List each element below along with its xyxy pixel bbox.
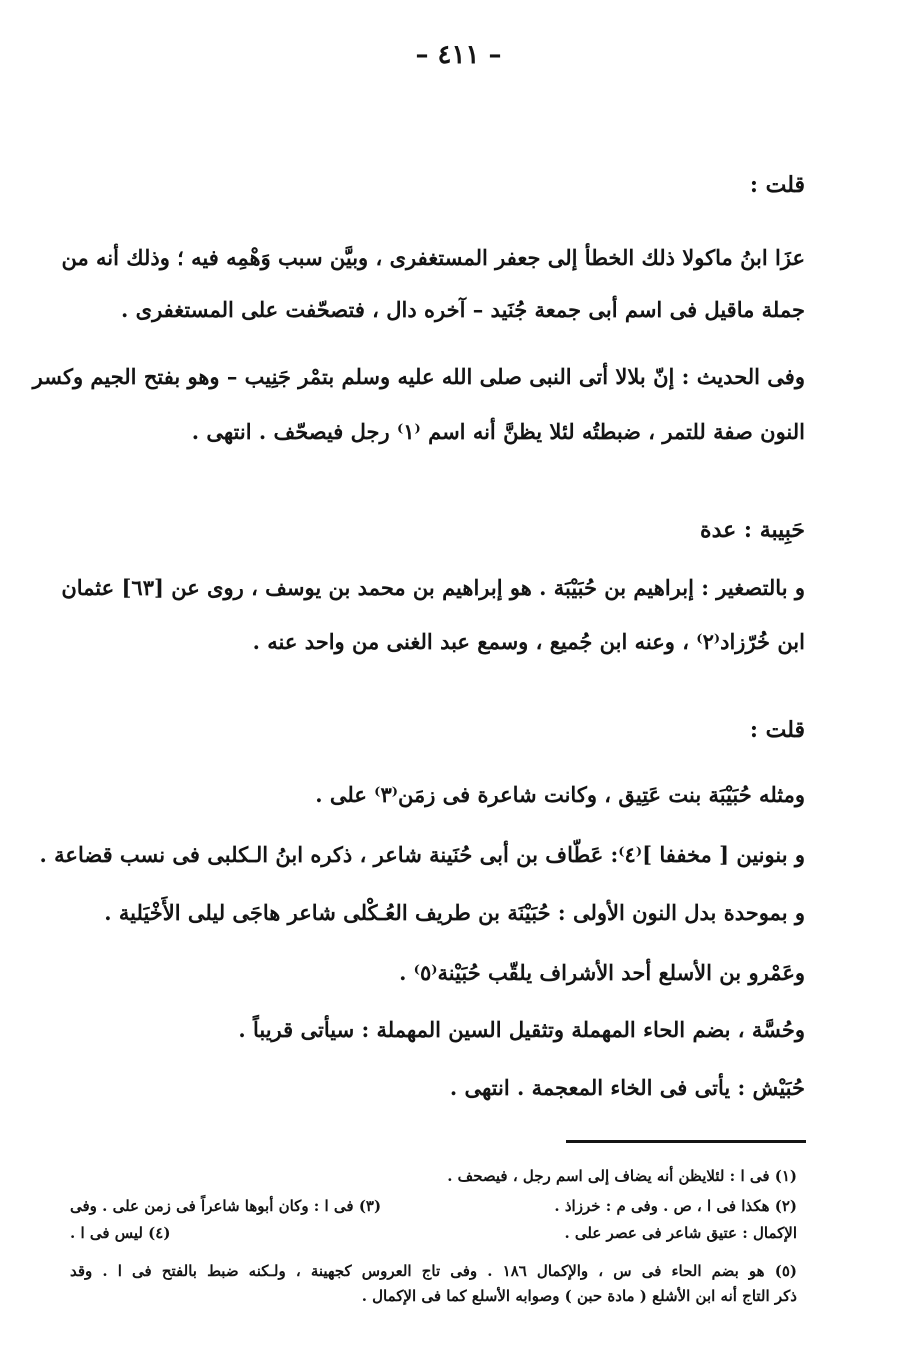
footnote-5-continued: ذكر التاج أنه ابن الأشلع ( مادة حبن ) وصوابه الأسلع كما فى الإكمال . bbox=[361, 1287, 797, 1305]
footnote-3-continued: الإكمال : عتيق شاعر فى عصر على . bbox=[564, 1224, 797, 1242]
paragraph-line: و بالتصغير : إبراهيم بن حُبَيْبَة . هو إبراهيم بن محمد بن يوسف ، روى عن [٦٣] عثمان bbox=[61, 575, 805, 600]
paragraph-line: وحُسَّة ، بضم الحاء المهملة وتثقيل السين المهملة : سيأتى قريباً . bbox=[238, 1017, 805, 1042]
paragraph-line: ومثله حُبَيْبَة بنت عَتِيق ، وكانت شاعرة فى زمَن⁽٣⁾ على . bbox=[315, 782, 805, 807]
section-heading-qult: قلت : bbox=[749, 172, 805, 198]
paragraph-line: حُبَيْش : يأتى فى الخاء المعجمة . انتهى . bbox=[449, 1075, 805, 1100]
section-heading-qult: قلت : bbox=[749, 717, 805, 743]
paragraph-line: جملة ماقيل فى اسم أبى جمعة جُنَيد – آخره دال ، فتصحّفت على المستغفرى . bbox=[121, 297, 805, 322]
footnote-row bbox=[70, 1220, 797, 1246]
footnote-separator bbox=[566, 1140, 806, 1143]
paragraph-line: النون صفة للتمر ، ضبطتُه لئلا يظنَّ أنه اسم ⁽١⁾ رجل فيصحّف . انتهى . bbox=[191, 419, 805, 444]
footnote-row bbox=[70, 1193, 797, 1219]
footnote-3: (٣) فى ا : وكان أبوها شاعراً فى زمن على . وفى bbox=[70, 1197, 382, 1215]
paragraph-line: وعَمْرو بن الأسلع أحد الأشراف يلقّب حُبَيْنة⁽٥⁾ . bbox=[399, 960, 805, 985]
paragraph-line: و بموحدة بدل النون الأولى : حُبَيْنَة بن طريف العُـكْلى شاعر هاجَى ليلى الأَخْيَلية . bbox=[104, 900, 805, 925]
footnote-5: (٥) هو بضم الحاء فى س ، والإكمال ١٨٦ . وفى تاج العروس كجهينة ، ولـكنه ضبط بالفتح فى ا . وقد bbox=[70, 1262, 797, 1280]
paragraph-line: ابن خُرّزاد⁽٢⁾ ، وعنه ابن جُميع ، وسمع عبد الغنى من واحد عنه . bbox=[252, 629, 805, 654]
entry-heading-habiba: حَبِيبة : عدة bbox=[700, 517, 805, 543]
paragraph-line: وفى الحديث : إنّ بلالا أتى النبى صلى الله عليه وسلم بتمْر جَنِيب – وهو بفتح الجيم وكسر bbox=[32, 364, 805, 389]
paragraph-line: و بنونين [ مخففا ]⁽٤⁾: عَطّاف بن أبى حُنَينة شاعر ، ذكره ابنُ الـكلبى فى نسب قضاعة . bbox=[39, 842, 805, 867]
page-number: – ٤١١ – bbox=[415, 40, 502, 70]
footnote-2: (٢) هكذا فى ا ، ص . وفى م : خرزاذ . bbox=[554, 1197, 797, 1215]
paragraph-line: عزَا ابنُ ماكولا ذلك الخطأ إلى جعفر المستغفرى ، وبيَّن سبب وَهْمِه فيه ؛ وذلك أنه من bbox=[61, 245, 805, 270]
footnote-1: (١) فى ا : لئلايظن أنه يضاف إلى اسم رجل ، فيصحف . bbox=[447, 1167, 797, 1185]
footnote-4: (٤) ليس فى ا . bbox=[70, 1224, 171, 1242]
